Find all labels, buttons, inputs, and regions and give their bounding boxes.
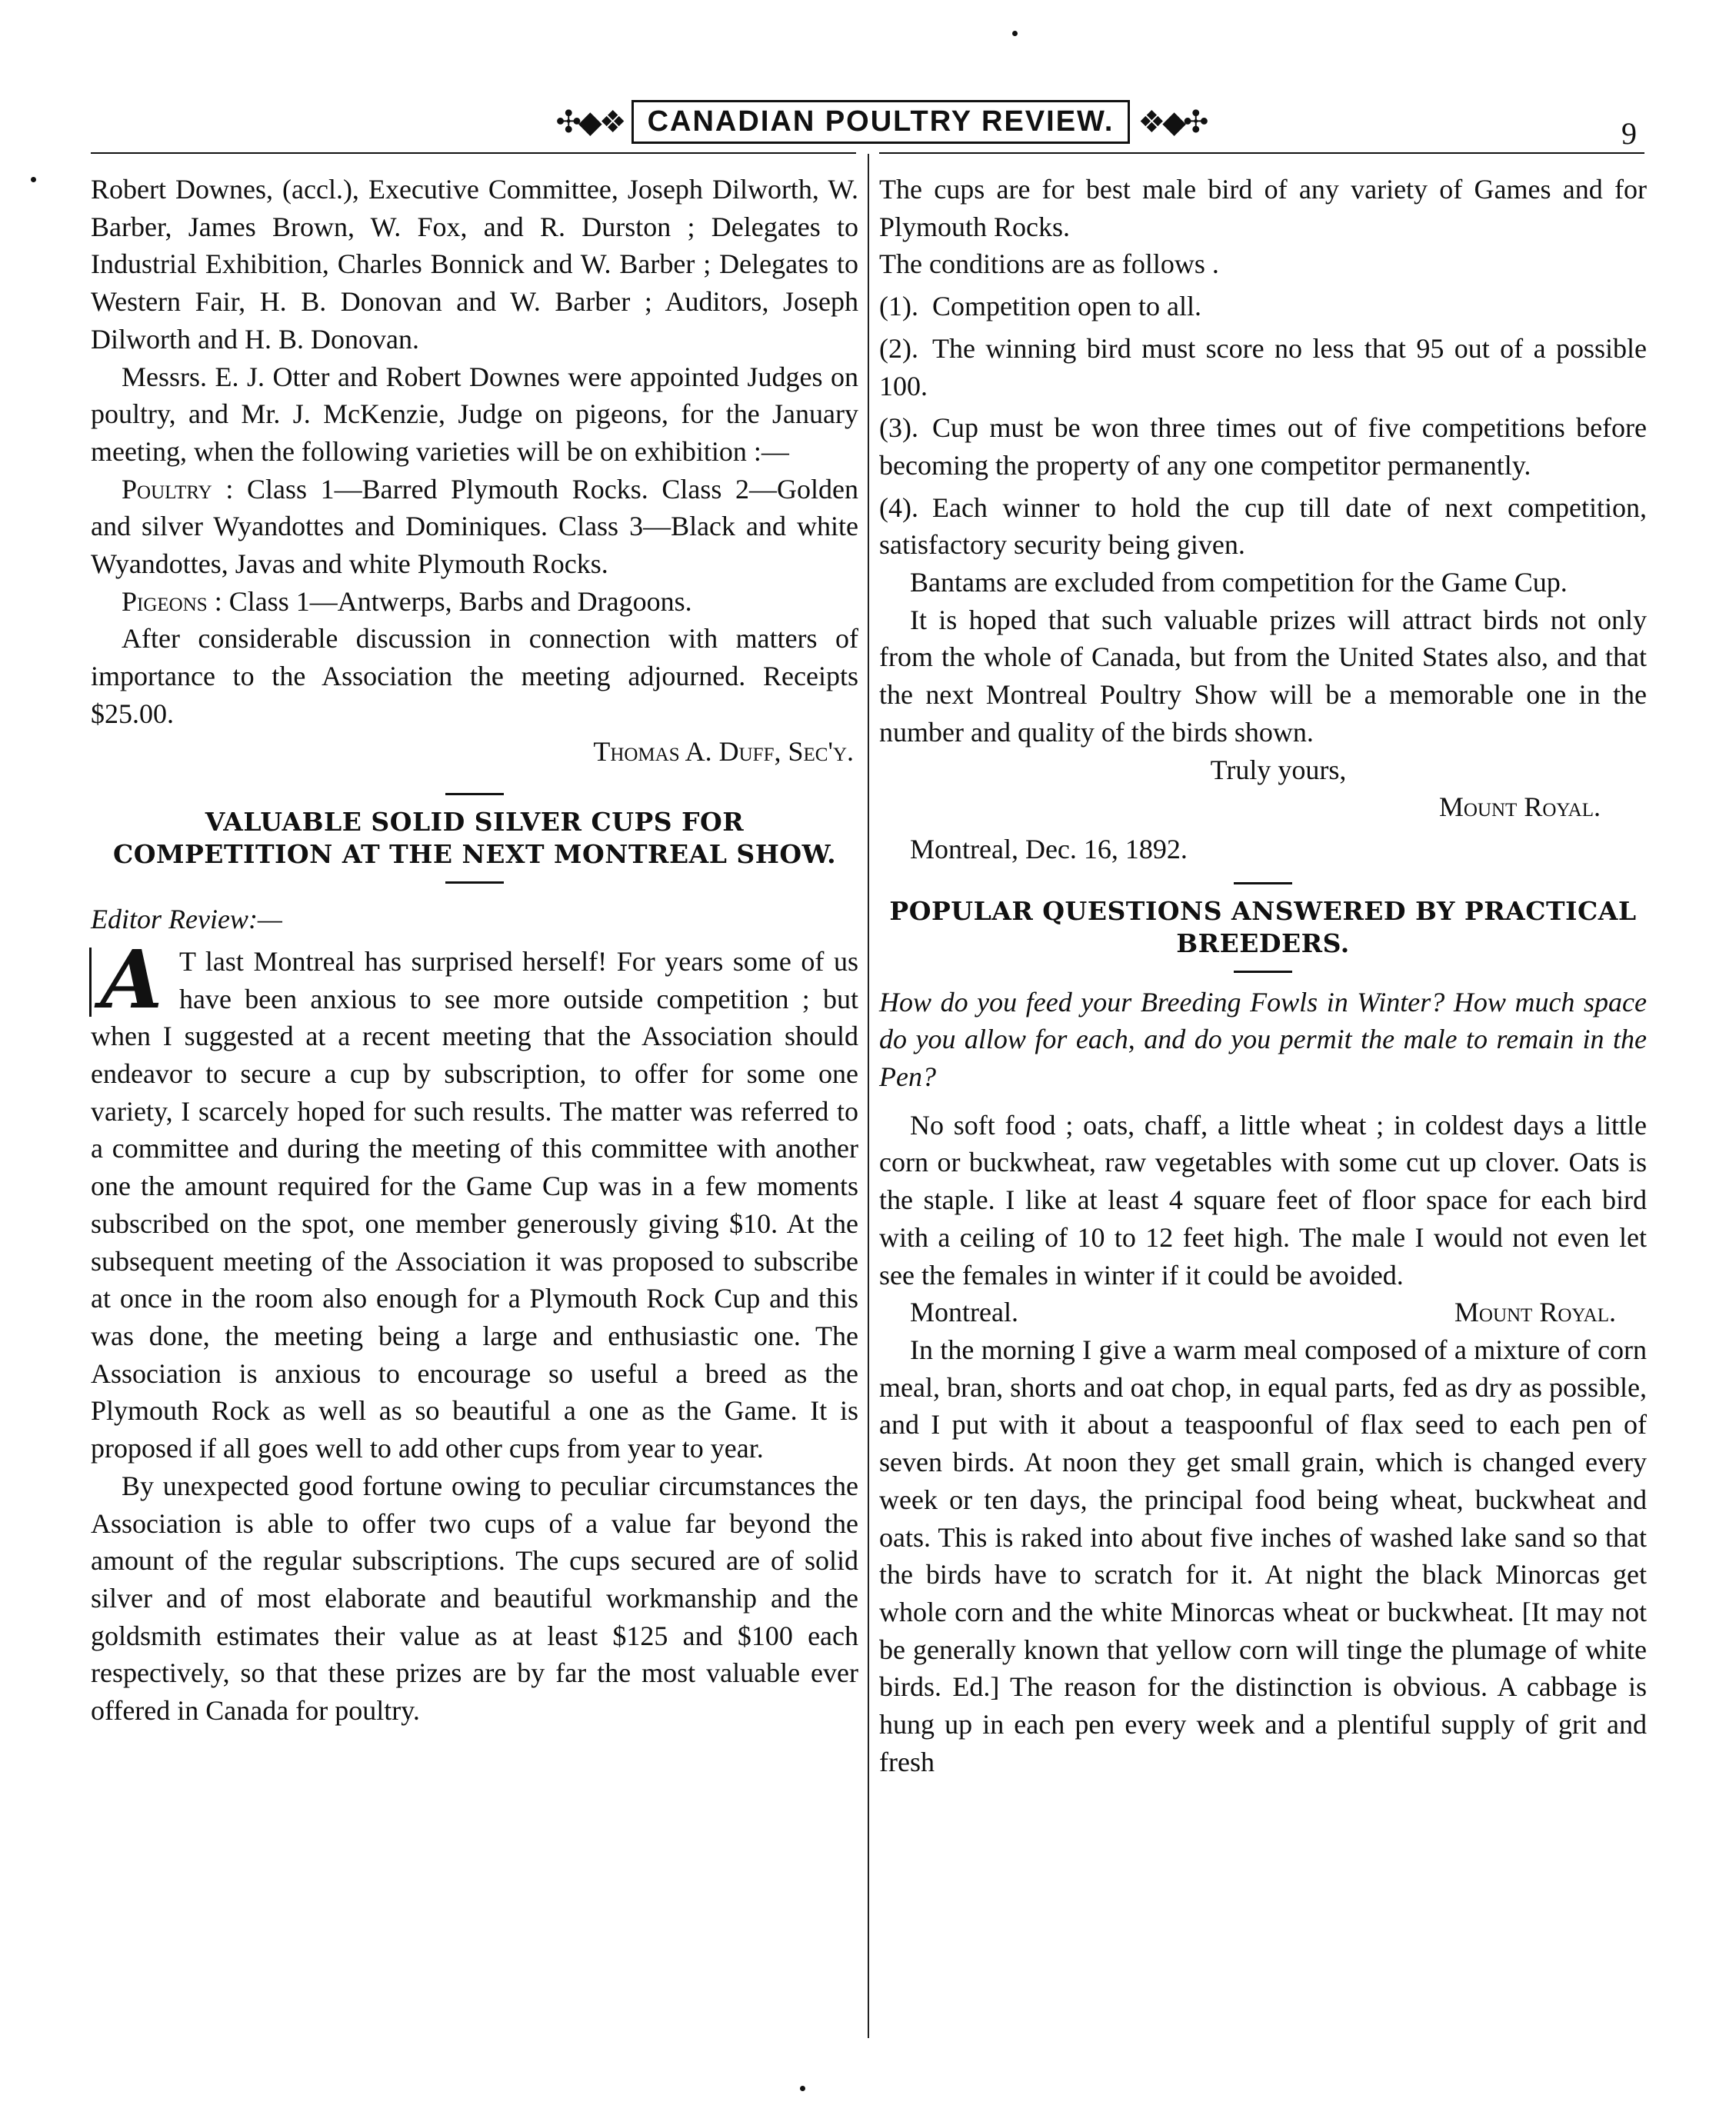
- list-item: [879, 409, 1647, 484]
- paragraph: [91, 471, 858, 583]
- page-number: 9: [1621, 116, 1637, 151]
- list-item: [879, 330, 1647, 405]
- paragraph: By unexpected good fortune owing to peculiar circumstances the Association is able to offer two cups of a value far beyond the amount of the regular subscriptions. The cups secured are of solid silver and of most elaborate and beautiful workmanship and the goldsmith estimates their value as at least $125 and $100 each respectively, so that these prizes are by far the most valuable ever offered in Canada for poultry.: [91, 1470, 858, 1727]
- answer-place: Montreal.: [910, 1297, 1018, 1328]
- header-rule: [91, 152, 856, 154]
- conditions-list: [879, 288, 1647, 564]
- right-column: [879, 171, 1647, 1780]
- paragraph: The cups are for best male bird of any variety of Games and for Plymouth Rocks.: [879, 174, 1647, 242]
- section-rule: [445, 793, 504, 795]
- paragraph: After considerable discussion in connection with matters of importance to the Association the meeting adjourned. Receipts $25.00.: [91, 623, 858, 729]
- paragraph: [91, 931, 858, 1467]
- paragraph-text: T last Montreal has surprised herself! For years some of us have been anxious to see more outside competition ; but when I suggested at a recent meeting that the Association should endeavor to secure a cup by subscription, to offer for some one variety, I scarcely hoped for such results. The matter was referred to a committee and during the meeting of this committee with another one the amount required for the Game Cup was in a few moments subscribed on the spot, one member generously giving $10. At the subsequent meeting of the Association it was proposed to subscribe at once in the room also enough for a Plymouth Rock Cup and this was done, the meeting being a large and enthusiastic one. The Association is anxious to encourage so useful a breed as the Plymouth Rock as well as so beautiful a one as the Game. It is proposed if all goes well to add other cups from year to year.: [91, 945, 858, 1464]
- paragraph: Messrs. E. J. Otter and Robert Downes were appointed Judges on poultry, and Mr. J. McKenzie, Judge on pigeons, for the January meeting, when the following varieties will be on exhibition :—: [91, 361, 858, 467]
- list-text: The winning bird must score no less that 95 out of a possible 100.: [879, 332, 1647, 401]
- class-label: Pigeons: [122, 585, 208, 617]
- column-divider: [868, 154, 869, 2038]
- list-number: (1).: [879, 291, 918, 322]
- ink-speck: [1012, 31, 1018, 36]
- article-headline: VALUABLE SOLID SILVER CUPS FOR COMPETITION AT THE NEXT MONTREAL SHOW.: [112, 807, 837, 870]
- paragraph-text: : Class 1—Barred Plymouth Rocks. Class 2—Golden and silver Wyandottes and Dominiques. Class 3—Black and white Wyandottes, Javas and white Plymouth Rocks.: [91, 473, 859, 580]
- paragraph: Robert Downes, (accl.), Executive Committee, Joseph Dilworth, W. Barber, James Brown, W. Fox, and R. Durston ; Delegates to Industrial Exhibition, Charles Bonnick and W. Barber ; Delegates to Western Fair, H. B. Donovan and W. Barber ; Auditors, Joseph Dilworth and H. B. Donovan.: [91, 174, 858, 355]
- answer-signature-line: [879, 1294, 1647, 1331]
- paragraph-text: : Class 1—Antwerps, Barbs and Dragoons.: [214, 585, 692, 617]
- list-text: Cup must be won three times out of five competitions before becoming the property of any one competitor permanently.: [879, 412, 1647, 481]
- class-label: Poultry: [122, 473, 212, 505]
- section-rule: [445, 881, 504, 884]
- masthead-title: CANADIAN POULTRY REVIEW.: [631, 100, 1131, 144]
- paragraph: It is hoped that such valuable prizes will attract birds not only from the whole of Canada, but from the United States also, and that the next Montreal Poultry Show will be a memorable one in the number and quality of the birds shown.: [879, 604, 1647, 748]
- dateline: Montreal, Dec. 16, 1892.: [910, 833, 1188, 864]
- header-rule: [879, 152, 1644, 154]
- list-item: [879, 489, 1647, 564]
- list-item: [879, 288, 1647, 325]
- secretary-signature: Thomas A. Duff, Sec'y.: [593, 735, 854, 767]
- left-column: [91, 171, 858, 1730]
- salutation: Editor Review:—: [91, 904, 282, 935]
- section-rule: [1234, 971, 1292, 973]
- list-text: Competition open to all.: [931, 291, 1201, 322]
- paragraph: No soft food ; oats, chaff, a little wheat ; in coldest days a little corn or buckwheat, raw vegetables with some cut up clover. Oats is the staple. I like at least 4 square feet of floor space for each bird with a ceiling of 10 to 12 feet high. The male I would not even let see the females in winter if it could be avoided.: [879, 1109, 1647, 1291]
- list-number: (4).: [879, 491, 918, 523]
- ink-speck: [31, 177, 36, 182]
- section-rule: [1234, 882, 1292, 884]
- list-number: (2).: [879, 332, 918, 364]
- masthead: [555, 91, 1206, 152]
- paragraph: Bantams are excluded from competition for the Game Cup.: [910, 567, 1568, 598]
- letter-signature: Mount Royal.: [1438, 791, 1601, 823]
- masthead-ornament-right: ❖◆✣: [1138, 104, 1206, 139]
- ink-speck: [800, 2086, 805, 2091]
- drop-cap: A: [89, 948, 172, 1017]
- list-number: (3).: [879, 412, 918, 444]
- paragraph: [91, 583, 858, 621]
- article-headline: POPULAR QUESTIONS ANSWERED BY PRACTICAL BREEDERS.: [889, 895, 1637, 958]
- closing: Truly yours,: [1210, 754, 1347, 785]
- question: How do you feed your Breeding Fowls in Winter? How much space do you allow for each, and do you permit the male to remain in the Pen?: [879, 986, 1647, 1093]
- paragraph: In the morning I give a warm meal composed of a mixture of corn meal, bran, shorts and oat chop, in equal parts, fed as dry as possible, and I put with it about a teaspoonful of flax seed to each pen of seven birds. At noon they get small grain, which is changed every week or ten days, the principal food being wheat, buckwheat and oats. This is raked into about five inches of washed lake sand so that the birds have to scratch for it. At night the black Minorcas get whole corn and the white Minorcas wheat or buckwheat. [It may not be generally known that yellow corn will tinge the plumage of white birds. Ed.] The reason for the distinction is obvious. A cabbage is hung up in each pen every week and a plentiful supply of grit and fresh: [879, 1334, 1647, 1777]
- paragraph: The conditions are as follows .: [879, 248, 1219, 280]
- masthead-ornament-left: ✣◆❖: [555, 104, 624, 139]
- answer-signature: Mount Royal.: [1454, 1297, 1616, 1328]
- list-text: Each winner to hold the cup till date of next competition, satisfactory security being given.: [879, 491, 1647, 561]
